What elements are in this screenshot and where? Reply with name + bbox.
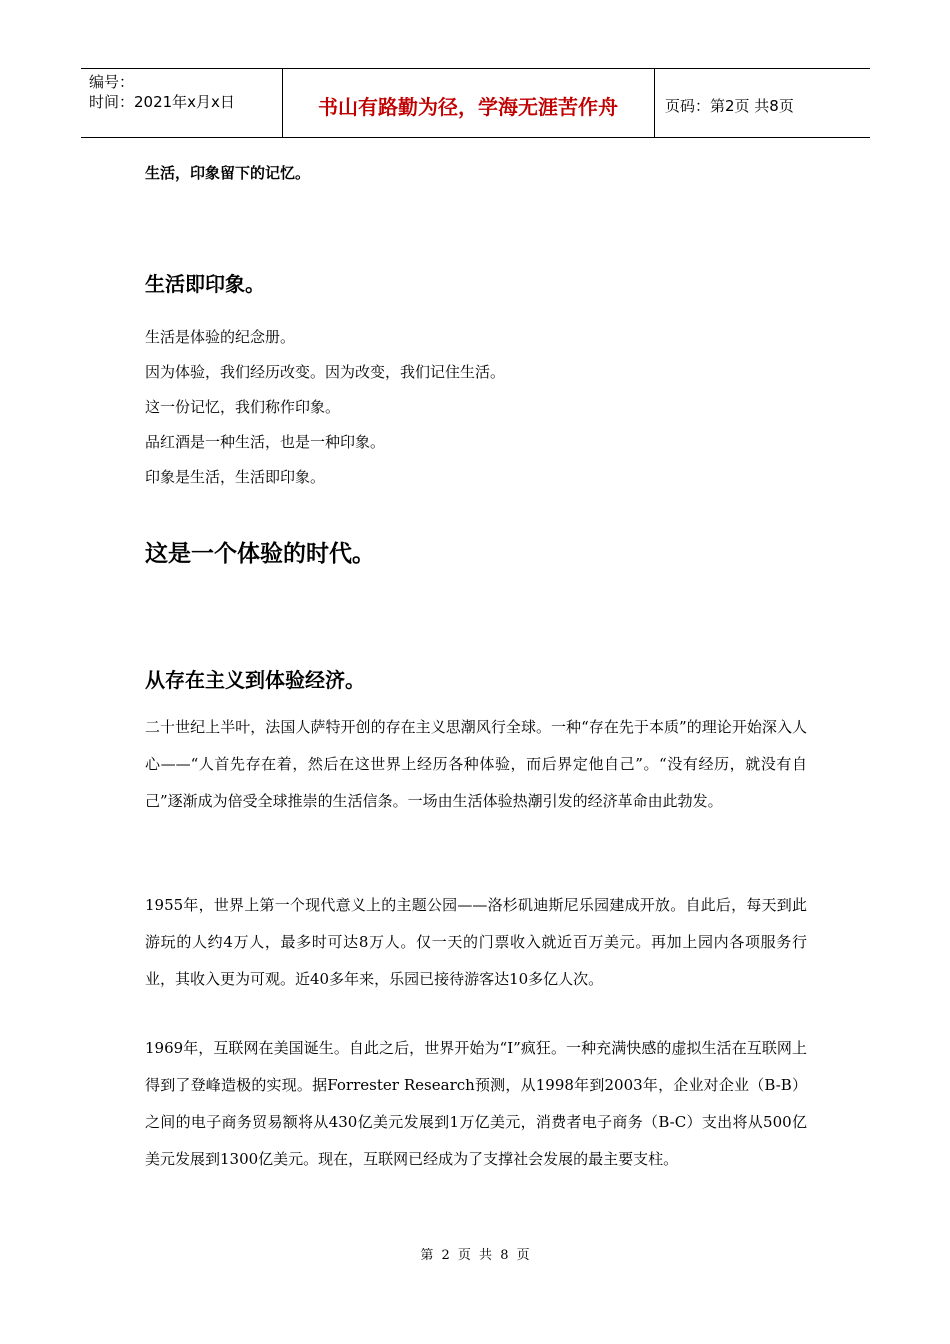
section-heading-era: 这是一个体验的时代。: [145, 541, 375, 567]
page-info: 页码：第2页 共8页: [665, 97, 794, 115]
header-meta-cell: [81, 69, 283, 137]
header-motto: 书山有路勤为径，学海无涯苦作舟: [318, 95, 618, 119]
intro-line: 生活，印象留下的记忆。: [145, 164, 311, 182]
paragraph-internet: 1969年，互联网在美国诞生。自此之后，世界开始为“I”疯狂。一种充满快感的虚拟生活在互联网上得到了登峰造极的实现。据Forrester Research预测，从1998年到2003年，企业对企业（B-B）之间的电子商务贸易额将从430亿美元发展到1万亿美元，消费者电子商务（B-C）支出将从500亿美元发展到1300亿美元。现在，互联网已经成为了支撑社会发展的最主要支柱。: [145, 1039, 807, 1168]
paragraph-disneyland: 1955年，世界上第一个现代意义上的主题公园——洛杉矶迪斯尼乐园建成开放。自此后，每天到此游玩的人约4万人，最多时可达8万人。仅一天的门票收入就近百万美元。再加上园内各项服务行业，其收入更为可观。近40多年来，乐园已接待游客达10多亿人次。: [145, 896, 807, 988]
poem-line: 因为体验，我们经历改变。因为改变，我们记住生活。: [145, 363, 506, 381]
poem-line: 这一份记忆，我们称作印象。: [145, 398, 341, 416]
code-label: 编号：: [89, 73, 135, 91]
paragraph-existentialism: 二十世纪上半叶，法国人萨特开创的存在主义思潮风行全球。一种“存在先于本质”的理论开始深入人心——“人首先存在着，然后在这世界上经历各种体验，而后界定他自己”。“没有经历，就没有自己”逐渐成为倍受全球推崇的生活信条。一场由生活体验热潮引发的经济革命由此勃发。: [145, 718, 807, 810]
poem-line: 生活是体验的纪念册。: [145, 328, 296, 346]
header-page-cell: [655, 69, 870, 137]
poem-lines: [145, 320, 805, 495]
poem-line: 印象是生活，生活即印象。: [145, 468, 326, 486]
date-label: 时间：2021年x月x日: [89, 93, 235, 111]
header-motto-cell: [282, 69, 655, 137]
poem-line: 品红酒是一种生活，也是一种印象。: [145, 433, 386, 451]
section-heading-life: 生活即印象。: [145, 272, 265, 296]
section-heading-economy: 从存在主义到体验经济。: [145, 668, 365, 692]
header-table: [81, 68, 870, 138]
page-footer: 第 2 页 共 8 页: [420, 1248, 530, 1263]
